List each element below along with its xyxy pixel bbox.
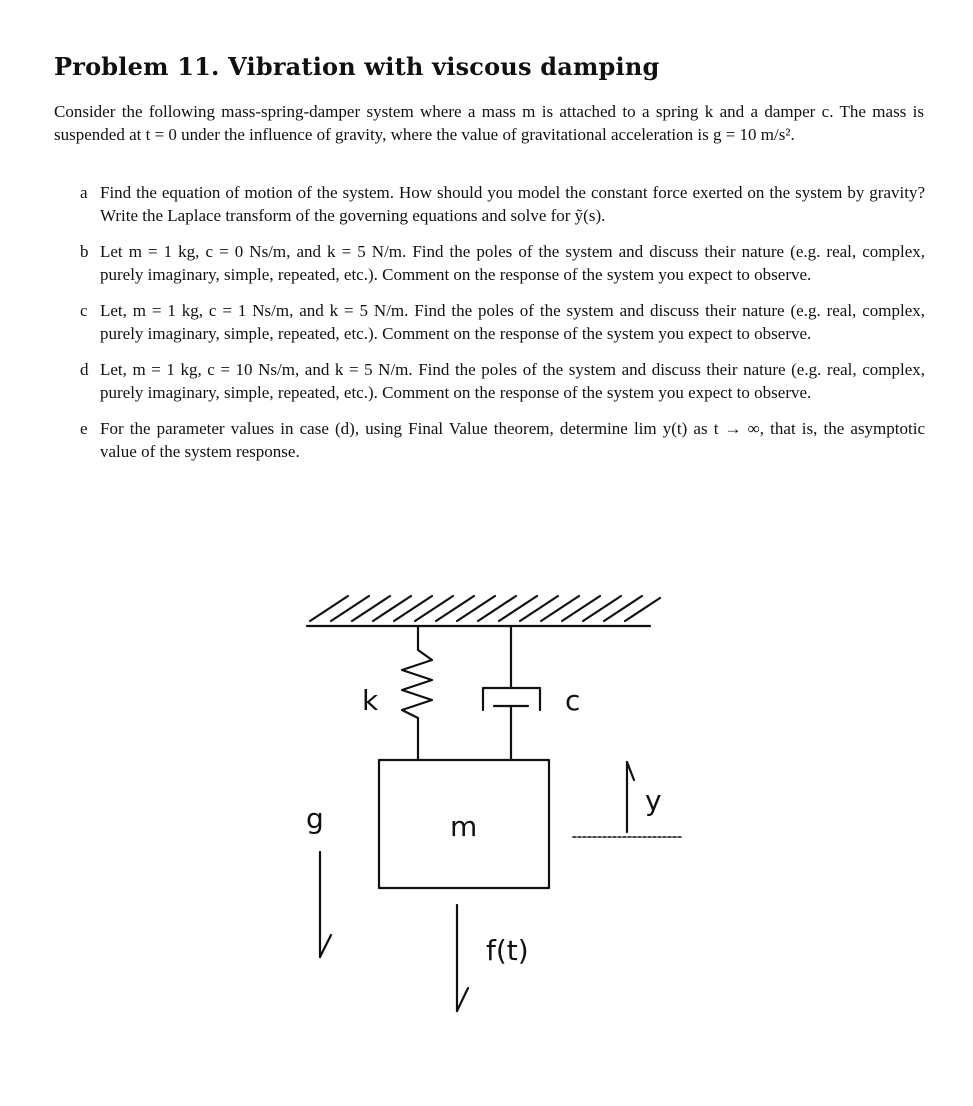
question-marker: b [80,242,89,261]
force-arrow-head [457,988,468,1011]
question-marker: c [80,301,88,320]
question-a [80,182,925,227]
damper [483,626,540,760]
gravity-label: g [306,802,324,835]
question-b [80,241,925,286]
problem-intro: Consider the following mass-spring-damper system where a mass m is attached to a spring k and a damper c. The mass is suspended at t = 0 under the influence of gravity, where the value of gravitational acceleration is g = 10 m/s². [54,102,924,144]
question-d [80,359,925,404]
question-marker: d [80,360,89,379]
question-text: Let m = 1 kg, c = 0 Ns/m, and k = 5 N/m. Find the poles of the system and discuss their nature (e.g. real, complex, purely imaginary, simple, repeated, etc.). Comment on the response of the system you expect to observe. [100,242,925,284]
question-text: For the parameter values in case (d), using Final Value theorem, determine lim y(t) as t → ∞, that is, the asymptotic value of the system response. [100,419,925,461]
displacement-label: y [645,784,662,817]
problem-title: Problem 11. Vibration with viscous damping [54,52,660,81]
mass-spring-damper-diagram [290,570,690,1020]
damper-label: c [565,684,581,717]
spring [402,626,432,760]
question-marker: a [80,183,88,202]
question-text: Let, m = 1 kg, c = 1 Ns/m, and k = 5 N/m. Find the poles of the system and discuss their nature (e.g. real, complex, purely imaginary, simple, repeated, etc.). Comment on the response of the system you expect to observe. [100,301,925,343]
spring-label: k [362,684,379,717]
question-marker: e [80,419,88,438]
force-label: f(t) [486,934,529,967]
question-e [80,418,925,463]
question-text: Let, m = 1 kg, c = 10 Ns/m, and k = 5 N/m. Find the poles of the system and discuss their nature (e.g. real, complex, purely imaginary, simple, repeated, etc.). Comment on the response of the system you expect to observe. [100,360,925,402]
question-list [80,182,925,477]
gravity-arrow-head [320,935,331,957]
ceiling-hatching [310,596,660,621]
question-c [80,300,925,345]
mass-label: m [450,810,478,843]
question-text: Find the equation of motion of the system. How should you model the constant force exerted on the system by gravity? Write the Laplace transform of the governing equations and solve for ỹ(s). [100,183,925,225]
